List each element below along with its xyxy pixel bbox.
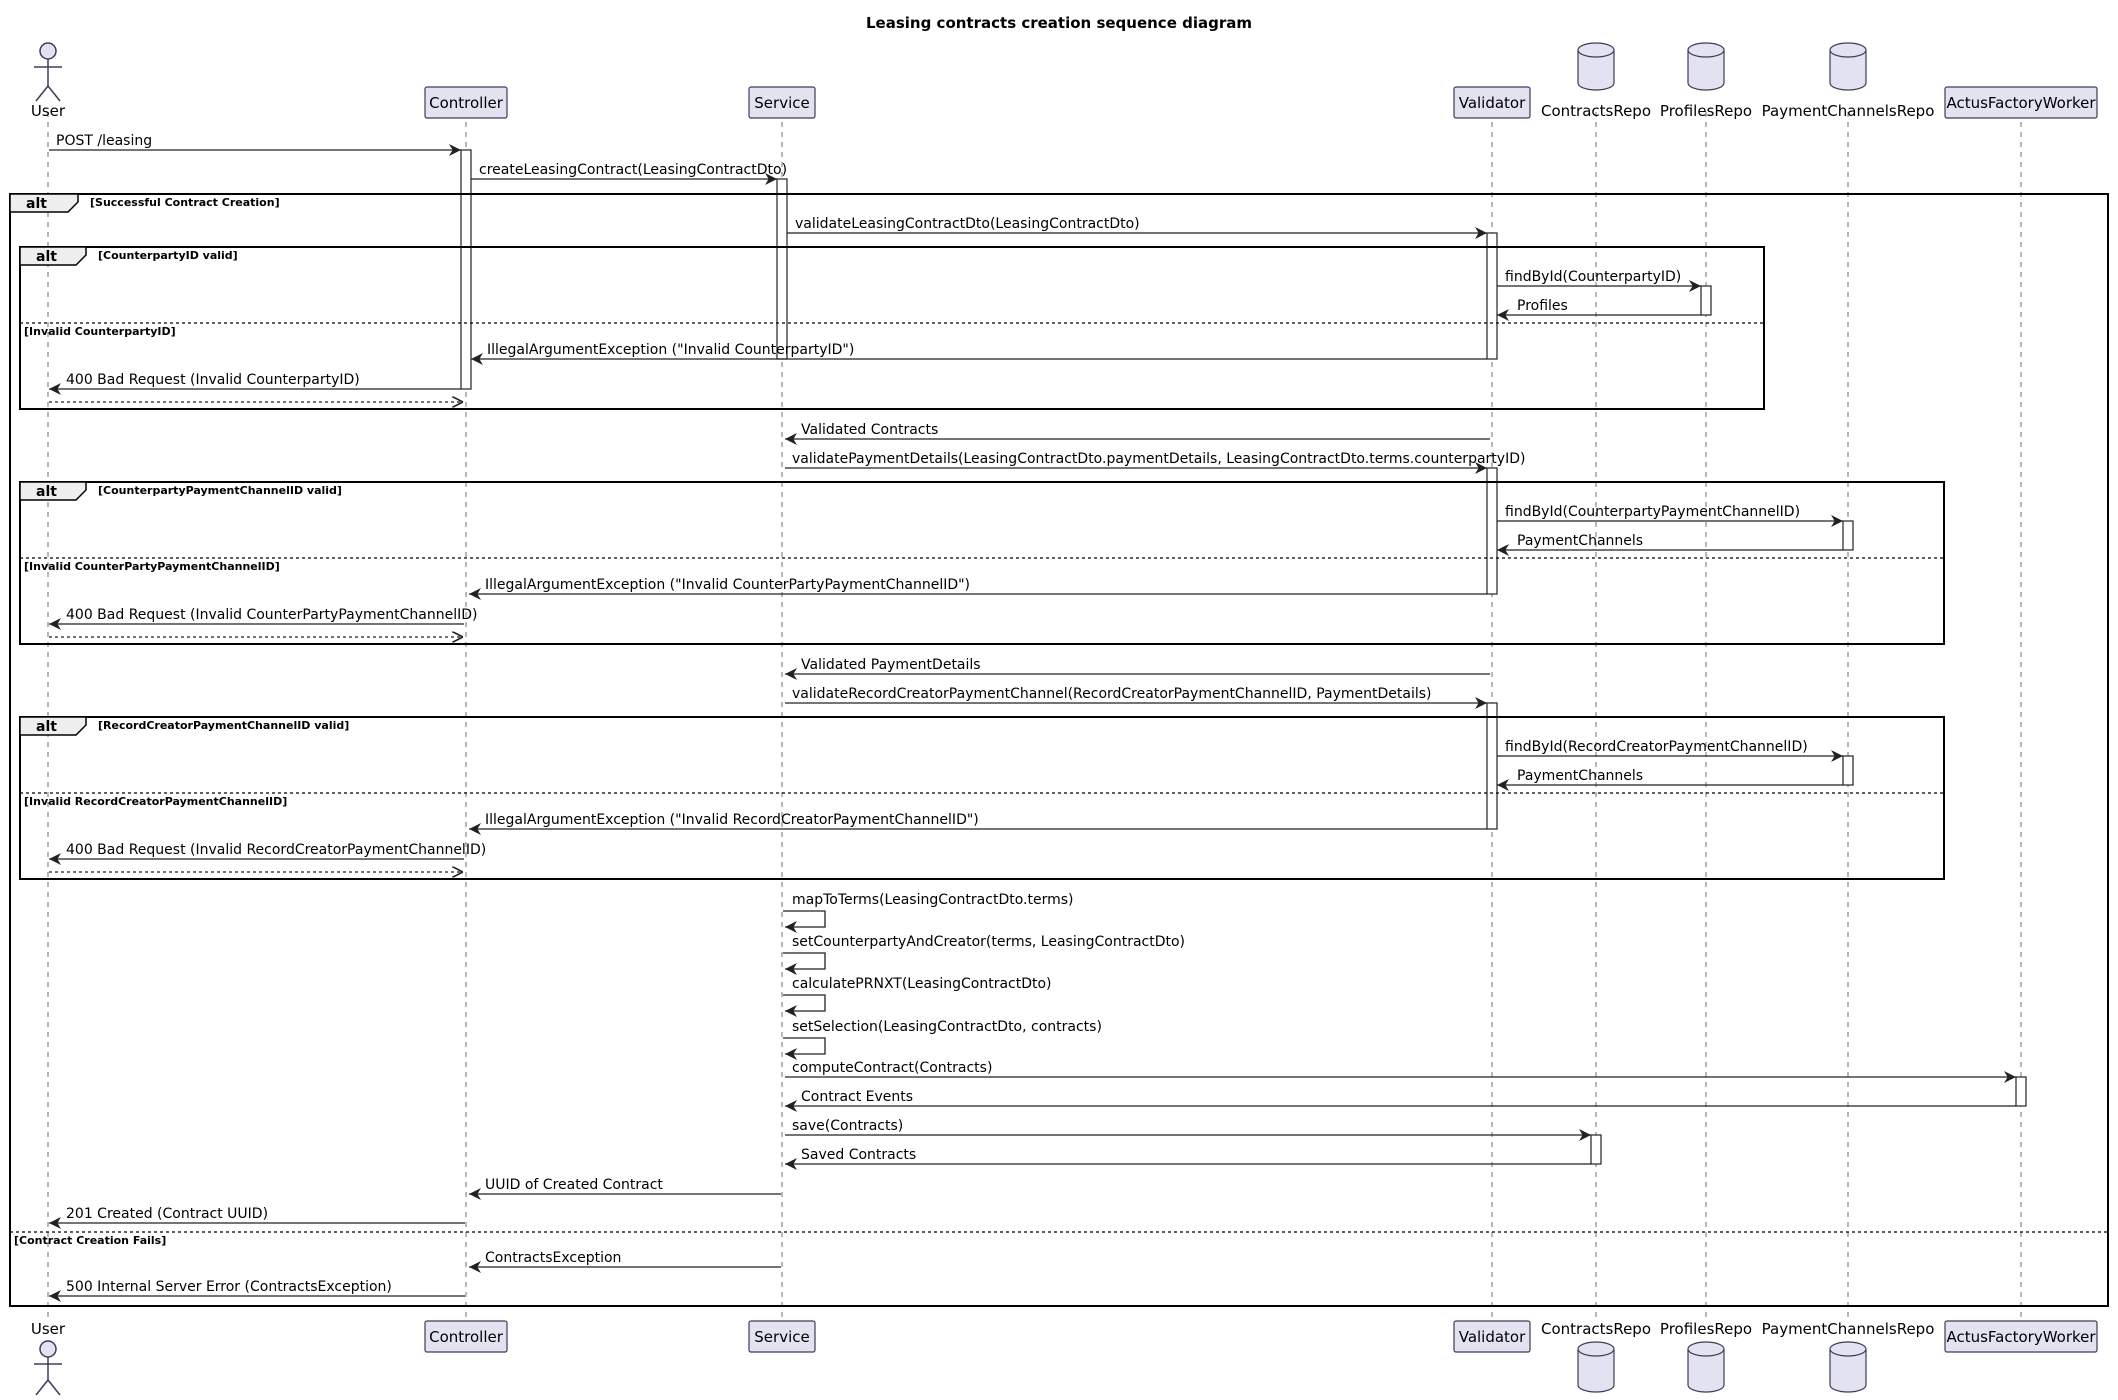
database-icon [1578,43,1614,90]
participant-profiles-repo [1660,43,1752,120]
message-label: computeContract(Contracts) [792,1060,993,1076]
participant-actus-factory-worker [1945,87,2097,118]
message-profiles-return [1497,298,1701,315]
actor-icon [34,43,62,101]
message-label: 500 Internal Server Error (ContractsException) [66,1279,392,1295]
activation-controller [461,150,471,389]
fragment-else-guard: [Contract Creation Fails] [14,1234,167,1247]
message-label: ContractsException [485,1250,622,1266]
message-label: Contract Events [801,1089,914,1105]
diagram-title: Leasing contracts creation sequence diagram [866,14,1252,32]
message-create-leasing-contract [471,162,787,179]
participant-service [749,87,815,118]
participants-bottom [31,1320,2097,1395]
message-label: 400 Bad Request (Invalid RecordCreatorPaymentChannelID) [66,842,487,858]
participant-contracts-repo-bottom [1541,1320,1651,1392]
fragment-else-guard: [Invalid CounterPartyPaymentChannelID] [24,560,280,573]
message-label: findById(CounterpartyPaymentChannelID) [1505,504,1801,520]
messages [49,133,2016,1296]
fragment-else-guard: [Invalid RecordCreatorPaymentChannelID] [24,795,288,808]
message-label: save(Contracts) [792,1118,904,1134]
activation-validator-1 [1487,233,1497,359]
message-label: POST /leasing [56,133,153,149]
participant-label: Controller [429,94,503,112]
fragment-operator: alt [26,196,47,212]
activation-actus-factory-worker [2016,1077,2026,1106]
fragment-guard: [CounterpartyPaymentChannelID valid] [98,484,342,497]
participant-controller-bottom [425,1321,507,1352]
message-label: mapToTerms(LeasingContractDto.terms) [792,892,1074,908]
participant-controller [425,87,507,118]
fragment-else-guard: [Invalid CounterpartyID] [24,325,176,338]
message-validated-payment-details [785,657,1490,674]
participant-contracts-repo [1541,43,1651,120]
participant-label: PaymentChannelsRepo [1761,1320,1935,1338]
message-label: 201 Created (Contract UUID) [66,1206,269,1222]
message-validated-contracts [785,422,1490,439]
message-label: Validated Contracts [801,422,939,438]
message-label: setCounterpartyAndCreator(terms, LeasingContractDto) [792,934,1186,950]
message-bad-request-counterparty-payment-channel [49,607,477,624]
message-saved-contracts [785,1147,1591,1164]
database-icon [1578,1342,1614,1392]
message-validate-leasing-contract-dto [787,216,1487,233]
message-label: IllegalArgumentException ("Invalid CounterPartyPaymentChannelID") [485,577,971,593]
message-self-set-counterparty-and-creator [783,934,1185,969]
message-find-by-id-counterparty [1497,269,1701,286]
message-self-set-selection [783,1019,1102,1054]
activation-contracts-repo [1591,1135,1601,1164]
database-icon [1830,1342,1866,1392]
message-label: Saved Contracts [801,1147,917,1163]
message-label: PaymentChannels [1517,768,1644,784]
message-label: validateLeasingContractDto(LeasingContractDto) [795,216,1140,232]
database-icon [1688,1342,1724,1392]
participant-label: PaymentChannelsRepo [1761,102,1935,120]
participant-label: ProfilesRepo [1659,1320,1753,1338]
participant-label: Validator [1458,94,1526,112]
message-label: setSelection(LeasingContractDto, contracts) [792,1019,1102,1035]
fragment-operator: alt [36,719,57,735]
activation-validator-3 [1487,703,1497,829]
message-label: 400 Bad Request (Invalid CounterPartyPaymentChannelID) [66,607,478,623]
participant-user-bottom [31,1320,66,1395]
message-contract-events [785,1089,2016,1106]
participant-label: ActusFactoryWorker [1946,1328,2096,1346]
participant-label: ProfilesRepo [1659,102,1753,120]
participant-label: ActusFactoryWorker [1946,94,2096,112]
message-uuid-of-created-contract [469,1177,781,1194]
message-label: Profiles [1517,298,1568,314]
participant-label: ContractsRepo [1540,1320,1652,1338]
participant-service-bottom [749,1321,815,1352]
message-post-leasing [49,133,461,150]
message-created-contract-uuid [49,1206,465,1223]
message-label: findById(RecordCreatorPaymentChannelID) [1505,739,1808,755]
activation-profiles-repo [1701,286,1711,315]
fragment-guard: [Successful Contract Creation] [90,196,280,209]
message-validate-payment-details [785,451,1525,468]
fragment-guard: [RecordCreatorPaymentChannelID valid] [98,719,350,732]
participant-payment-channels-repo [1762,43,1935,120]
activation-bars [461,150,2026,1164]
participants-top [31,43,2097,120]
message-bad-request-counterparty [49,372,461,389]
message-label: Validated PaymentDetails [801,657,981,673]
participant-user [31,43,66,120]
message-label: PaymentChannels [1517,533,1644,549]
participant-label: ContractsRepo [1540,102,1652,120]
message-compute-contract [785,1060,2016,1077]
message-label: createLeasingContract(LeasingContractDto) [479,162,788,178]
participant-label: Service [754,94,810,112]
message-self-calculate-prnxt [783,976,1052,1011]
message-payment-channels-return-1 [1497,533,1843,550]
participant-label: User [30,102,66,120]
participant-label: User [30,1320,66,1338]
database-icon [1688,43,1724,90]
participant-label: Controller [429,1328,503,1346]
message-contracts-exception [469,1250,781,1267]
message-label: calculatePRNXT(LeasingContractDto) [792,976,1052,992]
fragment-guard: [CounterpartyID valid] [98,249,238,262]
message-label: validatePaymentDetails(LeasingContractDto.paymentDetails, LeasingContractDto.terms.counterpartyID) [792,451,1526,467]
actor-icon [34,1341,62,1395]
message-find-by-id-counterparty-payment-channel [1497,504,1843,521]
activation-validator-2 [1487,468,1497,594]
participant-label: Validator [1458,1328,1526,1346]
message-label: IllegalArgumentException ("Invalid RecordCreatorPaymentChannelID") [485,812,979,828]
message-illegal-argument-counterparty [471,342,1487,359]
message-validate-record-creator-payment-channel [785,686,1487,703]
database-icon [1830,43,1866,90]
message-label: UUID of Created Contract [485,1177,663,1193]
participant-validator-bottom [1454,1321,1530,1352]
message-bad-request-record-creator-payment-channel [49,842,486,859]
activation-payment-channels-repo-1 [1843,521,1853,550]
message-label: validateRecordCreatorPaymentChannel(RecordCreatorPaymentChannelID, PaymentDetails) [792,686,1432,702]
message-save-contracts [785,1118,1591,1135]
message-label: 400 Bad Request (Invalid CounterpartyID) [66,372,360,388]
message-illegal-argument-counterparty-payment-channel [469,577,1487,594]
message-self-map-to-terms [783,892,1074,927]
participant-actus-factory-worker-bottom [1945,1321,2097,1352]
participant-profiles-repo-bottom [1660,1320,1752,1392]
activation-payment-channels-repo-2 [1843,756,1853,785]
message-illegal-argument-record-creator-payment-channel [469,812,1487,829]
participant-label: Service [754,1328,810,1346]
fragment-operator: alt [36,249,57,265]
participant-payment-channels-repo-bottom [1762,1320,1935,1392]
participant-validator [1454,87,1530,118]
fragment-operator: alt [36,484,57,500]
message-label: findById(CounterpartyID) [1505,269,1682,285]
activation-service [777,179,787,359]
message-payment-channels-return-2 [1497,768,1843,785]
message-internal-server-error [49,1279,465,1296]
message-find-by-id-record-creator-payment-channel [1497,739,1843,756]
message-label: IllegalArgumentException ("Invalid CounterpartyID") [487,342,855,358]
